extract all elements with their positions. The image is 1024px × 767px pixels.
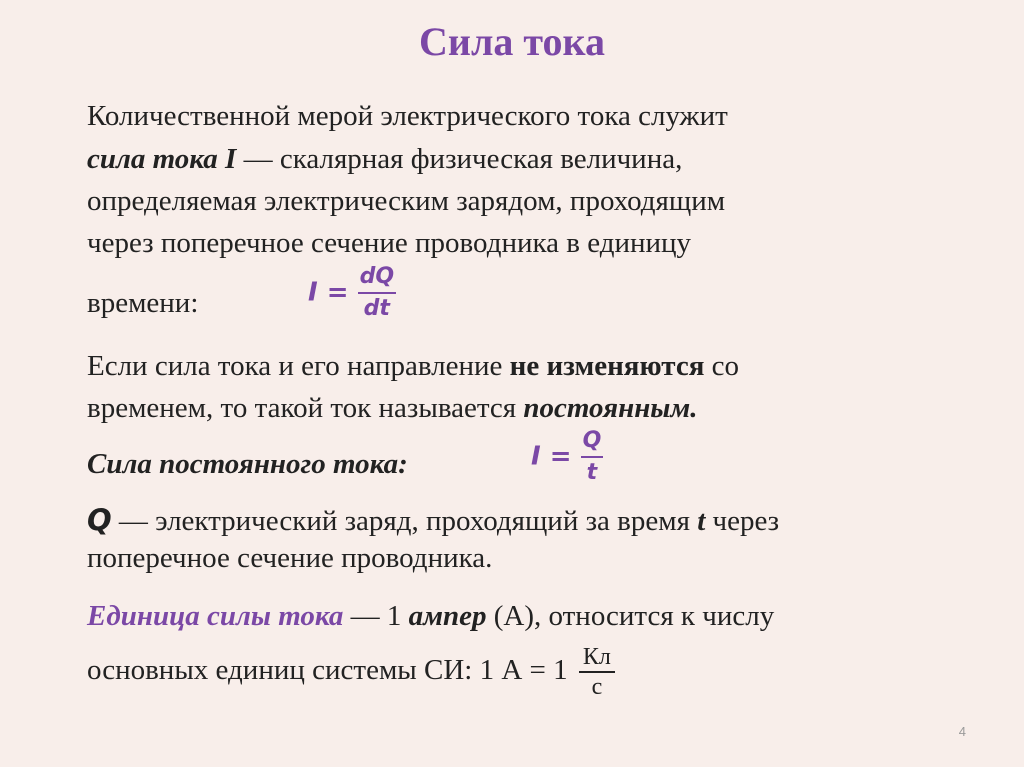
para2-text1: Если сила тока и его направление (87, 350, 510, 382)
para1-line3: определяемая электрическим зарядом, проходящим (87, 185, 726, 217)
symbol-q: Q (87, 503, 112, 537)
term-unit: Единица силы тока (87, 600, 344, 632)
formula1-fraction (358, 262, 396, 324)
formula2-denominator: t (586, 460, 598, 485)
para3-line2: поперечное сечение проводника. (87, 542, 493, 574)
term-unchanged: не изменяются (509, 350, 705, 382)
para1-line1: Количественной мерой электрического тока служит (87, 100, 728, 132)
para2-text2: со (704, 350, 740, 382)
para2-line2 (87, 390, 698, 426)
slide-title: Сила тока (419, 19, 605, 64)
para1-line2 (87, 141, 682, 177)
formula2-lhs: I = (531, 441, 572, 472)
term-constant: постоянным. (523, 392, 698, 424)
para4-line1 (87, 598, 774, 634)
para3-text2: через (705, 505, 780, 537)
para2-text3: временем, то такой ток называется (87, 392, 524, 424)
para1-line4: через поперечное сечение проводника в единицу (87, 227, 692, 259)
para4-text2: (А), относится к числу (486, 600, 775, 632)
para4-text1: — 1 (343, 600, 409, 632)
formula1-denominator: dt (363, 296, 390, 321)
formula2-numerator: Q (581, 426, 604, 458)
page-number: 4 (958, 724, 966, 739)
para4-line2 (87, 640, 615, 701)
formula2-fraction (581, 426, 604, 488)
term-ampere: ампер (408, 600, 487, 632)
si-denominator: с (591, 674, 603, 701)
si-fraction (579, 643, 615, 701)
para1-line5: времени: (87, 287, 199, 319)
formula-instant-current (308, 262, 396, 324)
formula1-numerator: dQ (358, 262, 396, 294)
para3-line1 (87, 502, 779, 539)
para4-text3: основных единиц системы СИ: 1 А = 1 (87, 654, 568, 686)
para1-line2-rest: — скалярная физическая величина, (236, 143, 683, 175)
formula1-lhs: I = (308, 277, 349, 308)
si-numerator: Кл (579, 643, 615, 673)
term-current: сила тока I (87, 143, 237, 175)
symbol-t: t (697, 505, 706, 537)
para2-line1 (87, 348, 739, 384)
para3-text1: — электрический заряд, проходящий за время (111, 505, 698, 537)
dc-label: Сила постоянного тока: (87, 448, 408, 480)
formula-dc-current (531, 426, 603, 488)
